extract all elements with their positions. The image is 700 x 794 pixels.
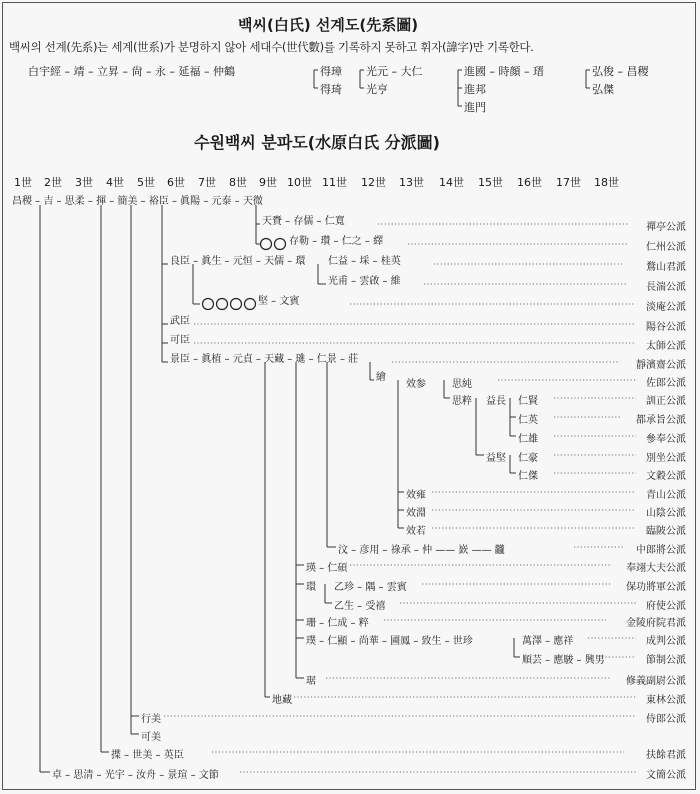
person-node: 萬澤 – 應祥 [522,636,574,647]
person-node: 弘俊 – 昌稷 [592,65,649,78]
ancestry-note: 백씨의 선계(先系)는 세계(世系)가 분명하지 않아 세대수(世代數)를 기록하지 못하고 휘자(諱字)만 기록한다. [9,40,534,54]
branch-name: 文簡公派 [646,770,686,781]
person-node: 得琦 [320,83,342,96]
generation-label: 13世 [399,176,424,189]
person-node: 行美 [141,714,161,725]
person-node: 順芸 – 應駿 – 興男 [522,655,605,666]
branch-chart-title: 수원백씨 분파도(水原白氏 分派圖) [194,133,440,152]
branch-name: 臨陂公派 [646,526,686,537]
person-node: 仁英 [518,415,538,426]
branch-name: 訓正公派 [646,396,686,407]
person-node: 思純 [452,379,472,390]
branch-name: 仁州公派 [646,242,686,253]
person-node: 卓 – 思清 – 光宇 – 汝舟 – 景瑄 – 文節 [52,770,219,781]
generation-label: 2世 [44,176,62,189]
branch-name: 侍郎公派 [646,714,686,725]
person-node: 益長 [486,396,506,407]
branch-name: 青山公派 [646,490,686,501]
generation-label: 5世 [137,176,155,189]
branch-name: 鶩山君派 [646,262,686,273]
person-node: 仁傑 [518,471,538,482]
person-node: 天賚 – 存儒 – 仁寬 [262,216,345,227]
unknown-ancestor-circle [217,299,228,310]
unknown-ancestor-circle [231,299,242,310]
unknown-ancestor-circle [275,239,286,250]
branch-name: 保功將軍公派 [626,582,686,593]
person-node: 環 [306,582,316,593]
generation-label: 9世 [259,176,277,189]
generation-label: 6世 [167,176,185,189]
person-node: 效雍 [406,490,426,501]
person-node: 汶 – 彦用 – 祿承 – 仲 —— 嶔 —— 龖 [338,545,505,556]
person-node: 瑛 – 仁碩 [306,563,348,574]
person-node: 思粹 [452,396,472,407]
person-node: 效若 [406,526,426,537]
generation-label: 3世 [75,176,93,189]
person-node: 仁豪 [518,453,538,464]
unknown-ancestor-circle [245,299,256,310]
person-node: 璞 – 仁顯 – 尚華 – 圃鳳 – 致生 – 世珍 [306,636,473,647]
person-node: 景臣 – 眞植 – 元貞 – 天藏 – 璡 – 仁景 – 莊 [170,354,359,365]
person-node: 武臣 [170,316,190,327]
ancestor-line: 白宇經 – 靖 – 立昇 – 尙 – 永 – 延福 – 仲鶴 [28,65,235,78]
branch-name: 太師公派 [646,341,686,352]
person-node: 存勒 – 瓚 – 仁之 – 繹 [289,236,384,247]
person-node: 繪 [376,372,386,383]
branch-name: 奉翊大夫公派 [626,563,686,574]
unknown-ancestor-circle [203,299,214,310]
person-node: 琚 [306,676,316,687]
branch-name: 山陰公派 [646,508,686,519]
branch-name: 都承旨公派 [636,415,686,426]
branch-name: 參奉公派 [646,434,686,445]
person-node: 益堅 [486,453,506,464]
generation-label: 4世 [106,176,124,189]
person-node: 可臣 [170,335,190,346]
person-node: 仁雄 [518,434,538,445]
person-node: 珊 – 仁成 – 粹 [306,618,369,629]
person-node: 良臣 – 眞生 – 元恒 – 天儒 – 環 [170,256,306,267]
generation-label: 16世 [517,176,542,189]
branch-name: 別坐公派 [646,453,686,464]
unknown-ancestor-circle [261,239,272,250]
branch-name: 淡庵公派 [646,302,686,313]
person-node: 可美 [141,732,161,743]
person-node: 進邦 [464,83,486,96]
person-node: 揲 – 世美 – 英臣 [111,750,184,761]
branch-name: 陽谷公派 [646,322,686,333]
person-node: 乙珍 – 隅 – 雲賓 [334,582,407,593]
branch-name: 府使公派 [646,601,686,612]
branch-name: 節制公派 [646,655,686,666]
generation-label: 18世 [594,176,619,189]
person-node: 效参 [406,379,426,390]
branch-name: 修義副尉公派 [626,676,686,687]
person-node: 仁益 – 埰 – 桂英 [328,256,401,267]
person-node: 弘傑 [592,83,614,96]
branch-name: 中郎將公派 [636,545,686,556]
person-node: 乙生 – 受禧 [334,601,386,612]
person-node: 進國 – 時顔 – 瑨 [464,65,544,78]
person-node: 光甫 – 雲啟 – 維 [328,276,401,287]
generation-label: 10世 [287,176,312,189]
person-node: 效淵 [406,508,426,519]
branch-name: 佐郎公派 [646,378,686,389]
branch-name: 禪亭公派 [646,222,686,233]
person-node: 光亨 [366,83,388,96]
generation-label: 11世 [322,176,347,189]
branch-name: 東林公派 [646,695,686,706]
person-node: 得璋 [320,65,342,78]
person-node: 光元 – 大仁 [366,65,423,78]
ancestry-chart-title: 백씨(白氏) 선계도(先系圖) [238,16,419,34]
branch-name: 長湍公派 [646,282,686,293]
branch-name: 成判公派 [646,636,686,647]
branch-name: 靜濱齋公派 [636,360,686,371]
person-node: 堅 – 文賓 [258,296,300,307]
generation-label: 15世 [478,176,503,189]
branch-name: 扶餘君派 [646,750,686,761]
generation-label: 14世 [439,176,464,189]
person-node: 進門 [464,101,486,114]
branch-name: 金陵府院君派 [626,618,686,629]
generation-label: 12世 [361,176,386,189]
generation-label: 8世 [229,176,247,189]
lineage-main-line: 昌稷 – 吉 – 思柔 – 揮 – 簡美 – 裕臣 – 眞陽 – 元泰 – 天微 [12,196,263,207]
generation-label: 7世 [198,176,216,189]
person-node: 地藏 [272,695,292,706]
generation-label: 17世 [556,176,581,189]
branch-name: 文穀公派 [646,471,686,482]
generation-label: 1世 [14,176,32,189]
person-node: 仁賢 [518,396,538,407]
